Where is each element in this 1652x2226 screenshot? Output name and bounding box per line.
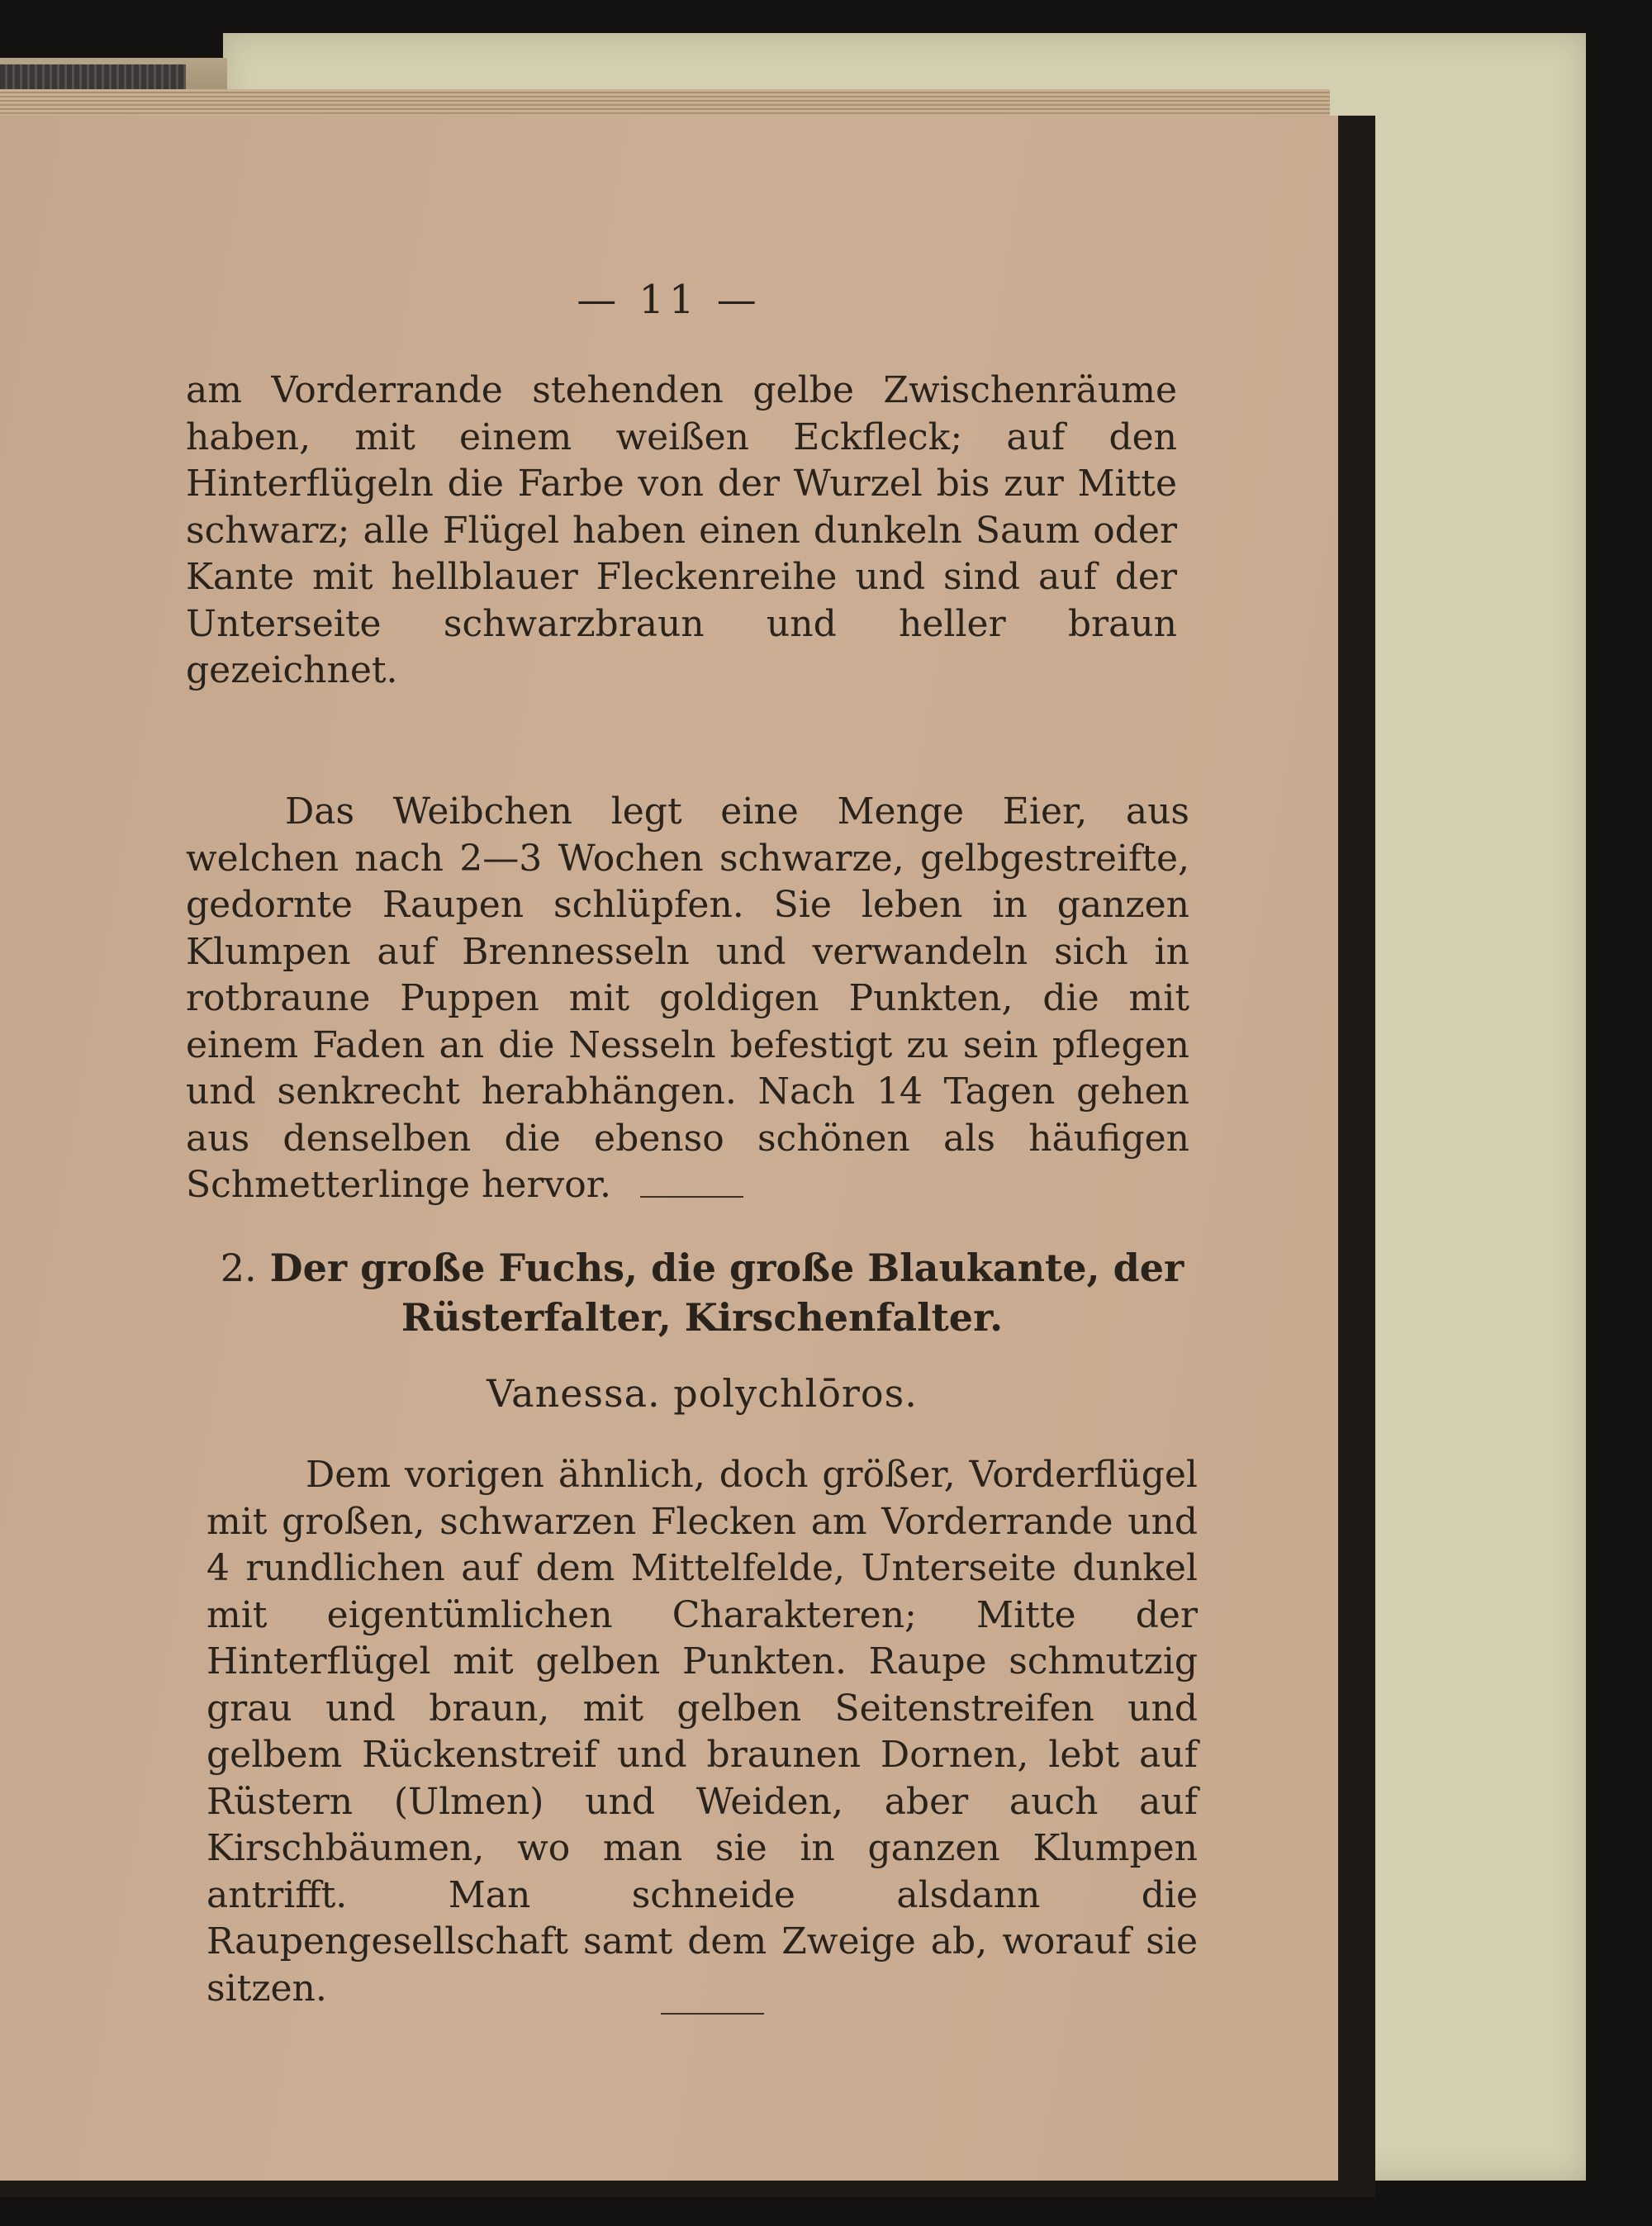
page-number: — 11 — [577,277,762,323]
paragraph-description [206,1452,1198,2012]
paragraph-eggs [186,789,1189,1209]
paragraph-continuation: am Vorderrande stehenden gelbe Zwischenräume haben, mit einem weißen Eckfleck; auf den Hinterflügeln die Farbe von der Wurzel bis zur Mitte schwarz; alle Flügel haben einen dunkeln Saum oder Kante mit hellblauer Fleckenreihe und sind auf der Unterseite schwarzbraun und heller braun gezeichnet. [186,369,1177,691]
section-divider [640,1196,743,1198]
book-page [0,116,1338,2181]
section-heading [198,1243,1206,1342]
latin-species-name: Vanessa. polychlōros. [487,1371,918,1416]
section-title: Der große Fuchs, die große Blaukante, der Rüsterfalter, Kirschenfalter. [269,1246,1184,1340]
end-divider [661,2013,764,2015]
section-number: 2. [220,1246,257,1290]
paragraph-description-text: Dem vorigen ähnlich, doch größer, Vorderflügel mit großen, schwarzen Flecken am Vorderrande und 4 rundlichen auf dem Mittelfelde, Unterseite dunkel mit eigentümlichen Charakteren; Mitte der Hinterflügel mit gelben Punkten. Raupe schmutzig grau und braun, mit gelben Seitenstreifen und gelbem Rückenstreif und braunen Dornen, lebt auf Rüstern (Ulmen) und Weiden, aber auch auf Kirschbäumen, wo man sie in ganzen Klumpen antrifft. Man schneide alsdann die Raupengesellschaft samt dem Zweige ab, worauf sie sitzen. [206,1454,1198,2010]
paragraph-eggs-text: Das Weibchen legt eine Menge Eier, aus welchen nach 2—3 Wochen schwarze, gelbgestreifte, gedornte Raupen schlüpfen. Sie leben in ganzen Klumpen auf Brennesseln und verwandeln sich in rotbraune Puppen mit goldigen Punkten, die mit einem Faden an die Nesseln befestigt zu sein pflegen und senkrecht herabhängen. Nach 14 Tagen gehen aus denselben die ebenso schönen als häufigen Schmetterlinge hervor. [186,790,1189,1206]
